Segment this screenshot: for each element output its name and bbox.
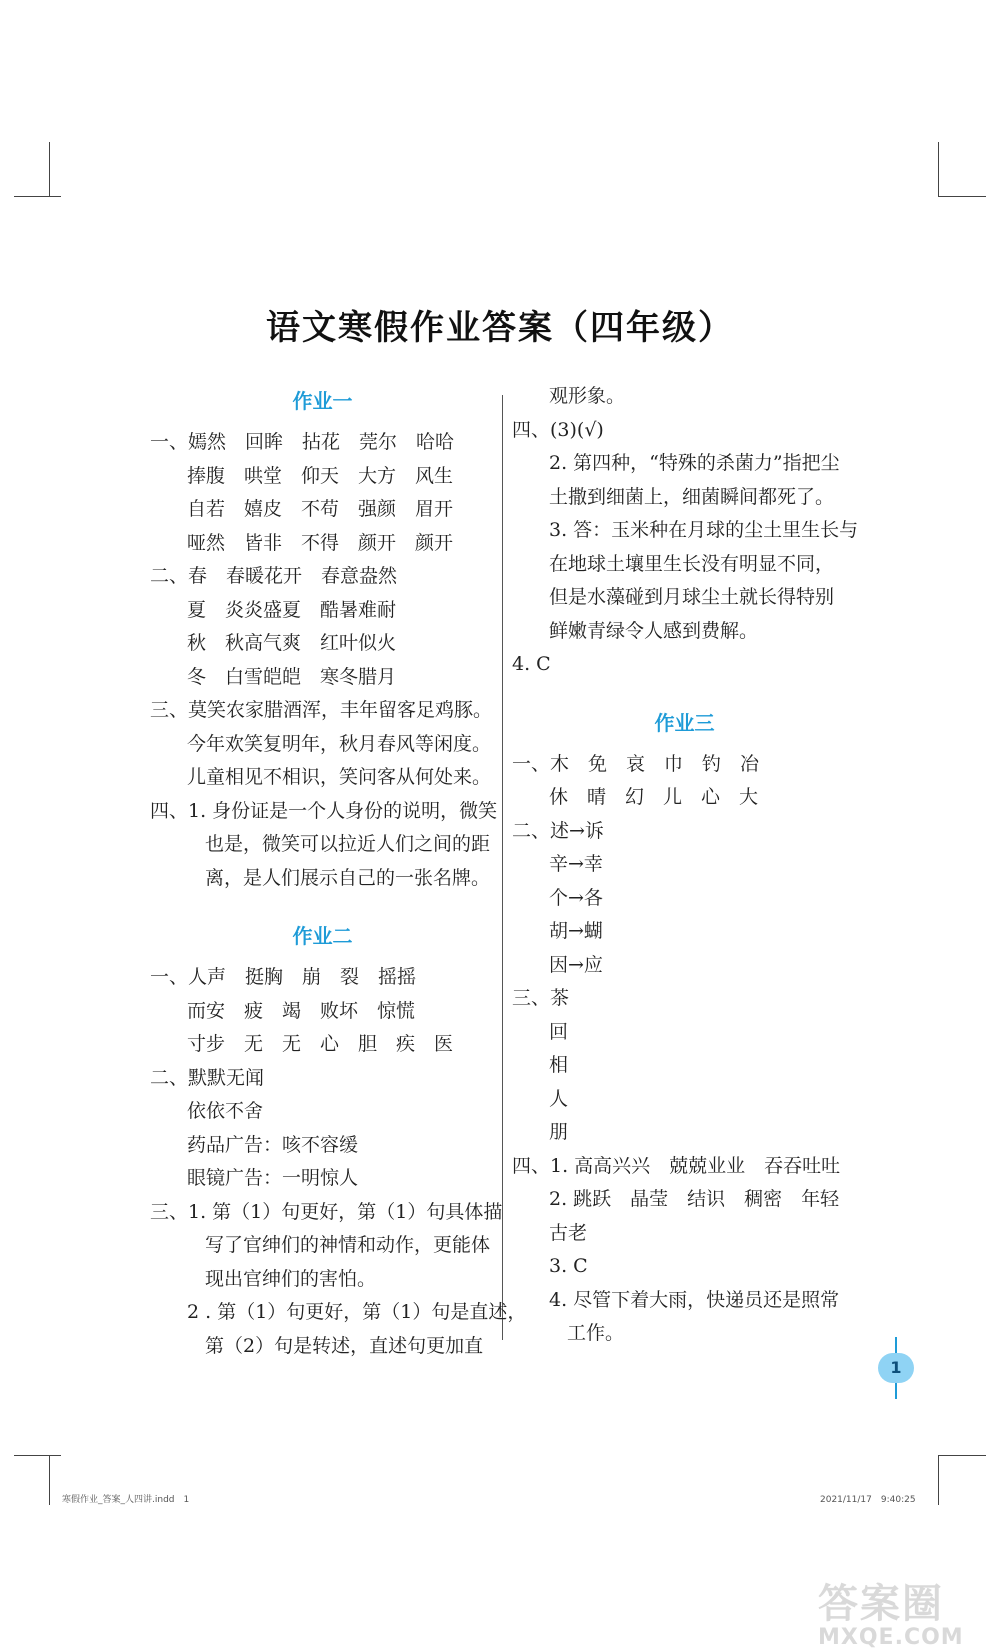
answer-line: 三、茶 (512, 987, 570, 1009)
section-title-hw1: 作业一 (292, 389, 353, 413)
answer-line: 夏 炎炎盛夏 酷暑难耐 (187, 598, 397, 621)
page-number: 1 (878, 1353, 914, 1383)
crop-mark-bottom-left-h (14, 1455, 61, 1456)
answer-line: 二、春 春暖花开 春意盎然 (150, 565, 398, 587)
answer-line: 相 (549, 1054, 569, 1076)
page-title: 语文寒假作业答案（四年级） (266, 308, 734, 348)
answer-line: 依依不舍 (187, 1100, 264, 1122)
answer-line: 个→各 (549, 886, 603, 909)
answer-line: 也是，微笑可以拉近人们之间的距 (205, 833, 491, 855)
right-column (512, 380, 857, 1351)
answer-line: 二、述→诉 (512, 819, 604, 842)
left-column (150, 380, 527, 1363)
answer-line: 离，是人们展示自己的一张名牌。 (205, 866, 491, 889)
crop-mark-top-right-h (938, 196, 986, 197)
answer-line: 儿童相见不相识，笑问客从何处来。 (187, 766, 492, 788)
crop-mark-bottom-right-v (938, 1455, 939, 1505)
answer-line: 4. 尽管下着大雨，快递员还是照常 (549, 1288, 840, 1311)
column-divider (502, 395, 503, 1340)
answer-line: 二、默默无闻 (150, 1066, 265, 1089)
answer-line: 冬 白雪皑皑 寒冬腊月 (187, 665, 397, 688)
footer-timestamp: 2021/11/17 9:40:25 (820, 1495, 916, 1505)
hw3-answers (512, 748, 857, 1351)
answer-line: 土撒到细菌上，细菌瞬间都死了。 (549, 485, 835, 508)
footer-filename: 寒假作业_答案_人四讲.indd 1 (62, 1495, 190, 1505)
answer-line: 眼镜广告：一明惊人 (187, 1167, 359, 1189)
answer-line: 四、(3)(√) (512, 418, 604, 441)
answer-line: 朋 (549, 1121, 569, 1143)
answer-line: 3. C (549, 1255, 588, 1277)
answer-line: 写了官绅们的神情和动作，更能体 (205, 1234, 491, 1256)
hw1-answers (150, 426, 498, 895)
answer-line: 寸步 无 无 心 胆 疾 医 (187, 1033, 454, 1055)
answer-line: 辛→幸 (549, 853, 603, 875)
crop-mark-bottom-left-v (49, 1455, 50, 1505)
answer-line: 今年欢笑复明年，秋月春风等闲度。 (187, 732, 492, 755)
answer-line: 2. 第四种，“特殊的杀菌力”指把尘 (549, 452, 840, 474)
answer-line: 观形象。 (549, 385, 626, 407)
answer-line: 休 晴 幻 儿 心 大 (549, 786, 759, 808)
answer-line: 第（2）句是转述，直述句更加直 (205, 1334, 484, 1357)
answer-line: 现出官绅们的害怕。 (205, 1267, 377, 1290)
answer-line: 胡→蝴 (549, 920, 603, 942)
answer-line: 一、嫣然 回眸 拈花 莞尔 哈哈 (150, 431, 455, 453)
answer-line: 古老 (549, 1221, 588, 1244)
answer-line: 一、木 免 哀 巾 钓 冶 (512, 752, 760, 775)
answer-line: 三、1. 第（1）句更好，第（1）句具体描 (150, 1200, 503, 1223)
answer-line: 鲜嫩青绿令人感到费解。 (549, 619, 759, 642)
section-title-hw3: 作业三 (654, 710, 715, 735)
answer-line: 2. 跳跃 晶莹 结识 稠密 年轻 (549, 1188, 840, 1210)
answer-line: 而安 疲 竭 败坏 惊慌 (187, 999, 416, 1022)
watermark (818, 1572, 964, 1650)
answer-line: 因→应 (549, 953, 603, 976)
answer-line: 3. 答：玉米种在月球的尘土里生长与 (549, 519, 859, 541)
answer-line: 自若 嬉皮 不苟 强颜 眉开 (187, 498, 454, 520)
answer-line: 4. C (512, 653, 551, 675)
page-badge-tick-top (895, 1337, 897, 1353)
crop-mark-bottom-right-h (938, 1455, 986, 1456)
page-badge-tick-bottom (895, 1383, 897, 1399)
hw2-continued-answers (512, 380, 857, 682)
answer-line: 回 (549, 1020, 569, 1043)
watermark-sub: MXQE.COM (818, 1625, 964, 1650)
answer-line: 但是水藻碰到月球尘土就长得特别 (549, 586, 835, 608)
crop-mark-top-left-v (49, 142, 50, 196)
answer-line: 工作。 (567, 1322, 625, 1344)
hw2-answers (150, 961, 527, 1363)
answer-line: 四、1. 高高兴兴 兢兢业业 吞吞吐吐 (512, 1154, 841, 1177)
crop-mark-top-right-v (938, 142, 939, 196)
answer-line: 哑然 皆非 不得 颜开 颜开 (187, 531, 454, 554)
answer-line: 三、莫笑农家腊酒浑，丰年留客足鸡豚。 (150, 699, 493, 721)
answer-line: 捧腹 哄堂 仰天 大方 风生 (187, 464, 454, 487)
answer-line: 在地球土壤里生长没有明显不同， (549, 552, 835, 575)
answer-line: 药品广告：咳不容缓 (187, 1133, 359, 1156)
section-title-hw2: 作业二 (292, 924, 353, 948)
watermark-main: 答案圈 (818, 1581, 944, 1627)
answer-line: 秋 秋高气爽 红叶似火 (187, 632, 397, 654)
answer-line: 人 (549, 1087, 569, 1110)
crop-mark-top-left-h (14, 196, 61, 197)
answer-line: 四、1. 身份证是一个人身份的说明，微笑 (150, 799, 498, 822)
answer-line: 一、人声 挺胸 崩 裂 摇摇 (150, 966, 417, 988)
answer-line: 2 . 第（1）句更好，第（1）句是直述， (187, 1301, 527, 1323)
